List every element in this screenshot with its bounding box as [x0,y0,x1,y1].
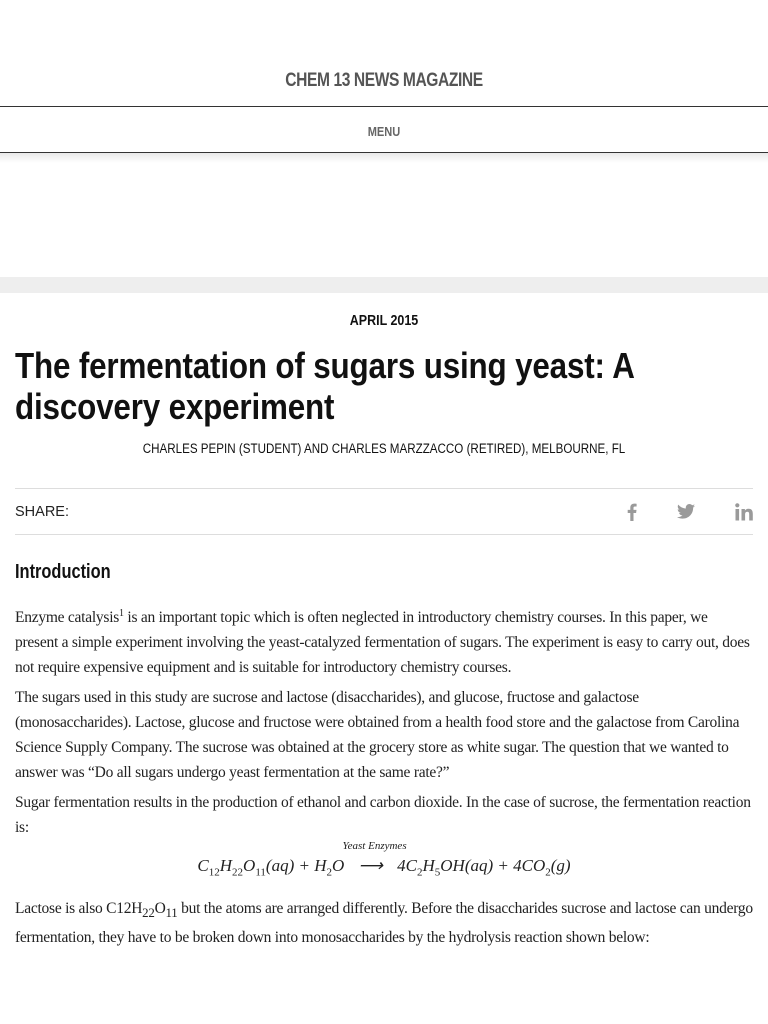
article-title: The fermentation of sugars using yeast: A discovery experiment [15,345,634,427]
equation-left: $C_{12}H_{22}O_{11}(aq) + H_2O$ [197,856,345,879]
facebook-icon[interactable] [627,503,637,521]
menu-button[interactable]: MENU [367,124,401,139]
paragraph-1-text-a: Enzyme catalysis [15,609,120,627]
share-icons [587,503,753,521]
twitter-icon[interactable] [677,504,695,519]
article [0,313,768,950]
menu-shadow [0,153,768,163]
article-byline: CHARLES PEPIN (STUDENT) AND CHARLES MARZZACCO (RETIRED), MELBOURNE, FL [142,441,626,456]
paragraph-1 [15,601,753,680]
equation-right: $4C_2H_5OH(aq) + 4CO_2(g)$ [397,856,571,879]
menu-bar [0,107,768,153]
paragraph-1-text-b: is an important topic which is often neglected in introductory chemistry courses. In this paper, we present a simple experiment involving the yeast-catalyzed fermentation of sugars. The experiment is easy to carry out, does not require expensive equipment and is suitable for introductory chemistry courses. [15,609,750,677]
article-date: APRIL 2015 [349,313,419,329]
equation-arrow-label: Yeast Enzymes [342,840,407,853]
equation-arrow: Yeast Enzymes ⟶ [342,840,407,876]
paragraph-4-text-a: Lactose is also C [15,899,117,917]
ad-space [0,163,768,277]
paragraph-3: Sugar fermentation results in the production of ethanol and carbon dioxide. In the case of sucrose, the fermentation reaction is: [15,794,751,837]
site-header [0,0,768,107]
paragraph-4 [15,896,753,950]
paragraph-4-formula: $12H_{22}O_{11}$ [116,899,178,920]
paragraph-4-text-b: but the atoms are arranged differently. Before the disaccharides sucrose and lactose can undergo fermentation, they have to be broken down into monosaccharides by the hydrolysis reaction shown below: [15,899,753,946]
section-divider [0,277,768,293]
section-heading-introduction: Introduction [15,561,111,583]
site-title[interactable]: CHEM 13 NEWS MAGAZINE [285,70,483,91]
linkedin-icon[interactable] [735,503,753,521]
share-bar [15,488,753,535]
paragraph-2: The sugars used in this study are sucrose and lactose (disaccharides), and glucose, fructose and galactose (monosaccharides). Lactose, glucose and fructose were obtained from a health food store and the galactose from Carolina Science Supply Company. The sucrose was obtained at the grocery store as white sugar. The question that we wanted to answer was “Do all sugars undergo yeast fermentation at the same rate?” [15,689,740,782]
fermentation-equation [15,840,753,879]
share-label: SHARE: [15,503,69,520]
footnote-ref-1[interactable]: 1 [119,608,124,619]
